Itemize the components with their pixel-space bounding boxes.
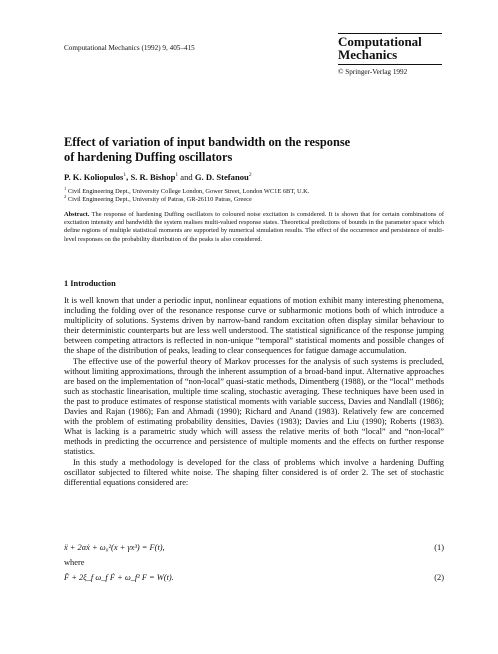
paper-title (64, 135, 444, 165)
abstract (64, 211, 444, 244)
equation-2 (64, 573, 444, 582)
journal-reference: Computational Mechanics (1992) 9, 405–415 (64, 44, 195, 52)
equation-1-text: ẍ + 2αẋ + ω₀²(x + γx³) = F(t), (64, 543, 165, 552)
author-list (64, 172, 252, 182)
affiliation-1-text: Civil Engineering Dept., University College London, Gower Street, London WC1E 6BT, U.K. (67, 188, 310, 196)
author-3-affil: 2 (248, 172, 252, 179)
affiliation-2 (64, 194, 252, 203)
equation-2-text: F̈ + 2ξ_f ω_f Ḟ + ω_f² F = W(t). (64, 573, 174, 582)
affiliation-2-number: 2 (64, 194, 67, 199)
journal-masthead (338, 33, 442, 76)
introduction-body (64, 296, 444, 488)
title-line-2: of hardening Duffing oscillators (64, 150, 233, 164)
author-1-affil: 1 (123, 172, 127, 179)
author-3: G. D. Stefanou (194, 172, 249, 182)
title-line-1: Effect of variation of input bandwidth on the response (64, 135, 351, 149)
author-1: P. K. Koliopulos (64, 172, 124, 182)
abstract-text: The response of hardening Duffing oscillators to coloured noise excitation is considered. It is shown that for certain combinations of excitation intensity and bandwidth the system realises multi-valued response states. Theoretical predictions of bounds in the parameter space which define regions of multiple statistical moments are supported by numerical simulation results. The effect of the occurrence and persistence of multi-level responses on the probability distribution of the peaks is also considered. (64, 211, 444, 243)
section-heading-introduction: 1 Introduction (64, 279, 116, 288)
abstract-label: Abstract. (64, 211, 90, 218)
equation-2-number: (2) (434, 573, 444, 582)
affiliation-2-text: Civil Engineering Dept., University of Patras, GR-26110 Patras, Greece (67, 196, 252, 204)
copyright: © Springer-Verlag 1992 (338, 68, 408, 76)
affiliation-1-number: 1 (64, 186, 67, 191)
where-label: where (64, 558, 85, 567)
paragraph-2: The effective use of the powerful theory of Markov processes for the analysis of such systems is precluded, without limiting approximations, through the inherent assumption of a broad-band input. Alternative approaches are based on the implementation of “non-local” quasi-static methods, Dimentberg (1988), or the “local” methods such as stochastic linearisation, multiple time scaling, stochastic averaging. These techniques have been used in the past to produce estimates of response statistical moments with variable success, Davies and Nandlall (1986); Davies and Rajan (1986); Fan and Ahmadi (1990); Richard and Anand (1983). Relatively few are concerned with the problem of estimating probability densities, Davies (1983); Davies and Liu (1990); Roberts (1983). What is lacking is a parametric study which will assess the relative merits of both “local” and “non-local” methods in predicting the occurrence and persistence of multiple moments and the effects on further response statistics. (64, 356, 444, 457)
author-sep: , (126, 172, 129, 182)
paragraph-3: In this study a methodology is developed for the class of problems which involve a hardening Duffing oscillator subjected to filtered white noise. The shaping filter considered is of order 2. The set of stochastic differential equations considered are: (64, 457, 444, 487)
author-and: and (180, 172, 193, 182)
masthead-title-line2: Mechanics (338, 46, 398, 62)
equation-1 (64, 543, 444, 552)
author-2: S. R. Bishop (130, 172, 176, 182)
author-2-affil: 1 (175, 172, 179, 179)
masthead-title-line1: Computational (338, 34, 422, 49)
equation-1-number: (1) (434, 543, 444, 552)
masthead-rule-bottom (338, 64, 442, 65)
paragraph-1: It is well known that under a periodic input, nonlinear equations of motion exhibit many interesting phenomena, including the folding over of the resonance response curve or subharmonic motions both of which introduce a multiplicity of solutions. Systems driven by narrow-band random excitation often display similar behaviour to their deterministic counterparts but are less well understood. The statistical significance of the response jumping between competing attractors is reflected in non-unique “temporal” statistical moments and possible changes of the shape of the distribution of peaks, leading to clear consequences for fatigue damage accumulation. (64, 296, 444, 356)
